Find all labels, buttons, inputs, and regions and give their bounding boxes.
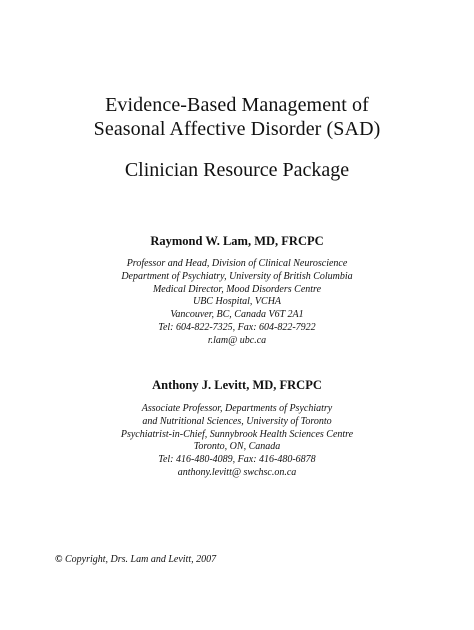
author-affiliation-levitt bbox=[0, 403, 474, 480]
document-subtitle: Clinician Resource Package bbox=[124, 159, 350, 181]
title-line-2: Seasonal Affective Disorder (SAD) bbox=[93, 118, 381, 140]
copyright-text: Copyright, Drs. Lam and Levitt, 2007 bbox=[64, 554, 217, 565]
author-email-lam: r.lam@ ubc.ca bbox=[207, 334, 267, 346]
author-name-lam: Raymond W. Lam, MD, FRCPC bbox=[150, 234, 324, 248]
affiliation-line: Tel: 416-480-4089, Fax: 416-480-6878 bbox=[158, 454, 316, 466]
title-line-1: Evidence-Based Management of bbox=[105, 94, 369, 116]
document-title bbox=[0, 93, 474, 141]
affiliation-line: Medical Director, Mood Disorders Centre bbox=[152, 283, 322, 295]
author-email-levitt: anthony.levitt@ swchsc.on.ca bbox=[177, 466, 297, 478]
affiliation-line: Professor and Head, Division of Clinical Neuroscience bbox=[126, 258, 348, 269]
affiliation-line: Department of Psychiatry, University of British Columbia bbox=[121, 270, 353, 282]
affiliation-line: and Nutritional Sciences, University of Toronto bbox=[142, 415, 332, 427]
copyright-notice bbox=[55, 554, 216, 566]
author-affiliation-lam bbox=[0, 258, 474, 348]
affiliation-line: Tel: 604-822-7325, Fax: 604-822-7922 bbox=[158, 321, 316, 333]
copyright-symbol: © bbox=[55, 554, 63, 565]
affiliation-line: UBC Hospital, VCHA bbox=[192, 296, 282, 308]
affiliation-line: Vancouver, BC, Canada V6T 2A1 bbox=[170, 309, 304, 321]
affiliation-line: Associate Professor, Departments of Psychiatry bbox=[141, 403, 333, 414]
author-name-levitt: Anthony J. Levitt, MD, FRCPC bbox=[152, 378, 322, 392]
affiliation-line: Toronto, ON, Canada bbox=[193, 441, 281, 453]
affiliation-line: Psychiatrist-in-Chief, Sunnybrook Health Sciences Centre bbox=[120, 428, 354, 440]
